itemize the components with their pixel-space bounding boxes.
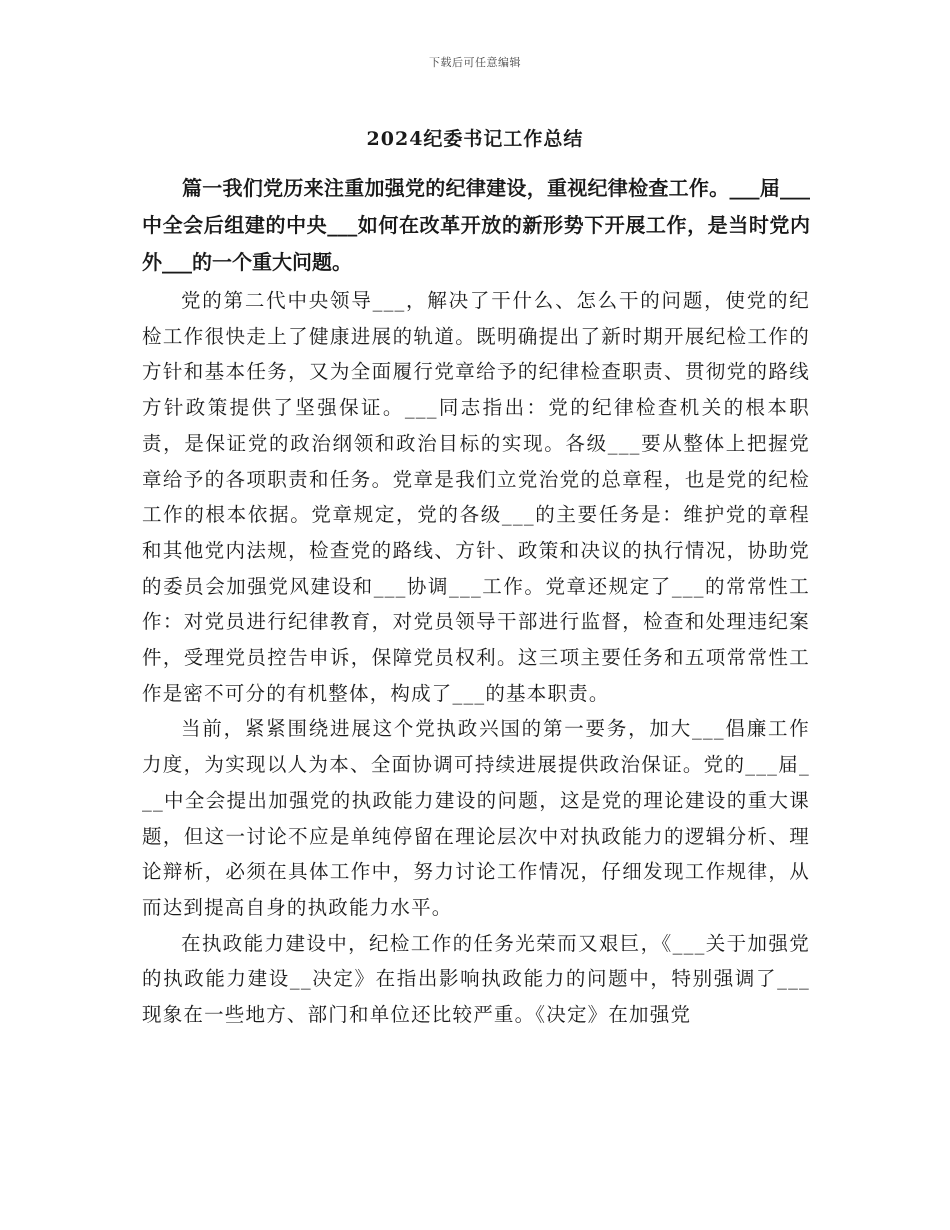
- lead-paragraph: 篇一我们党历来注重加强党的纪律建设，重视纪律检查工作。___届___中全会后组建的中央___如何在改革开放的新形势下开展工作，是当时党内外___的一个重大问题。: [142, 176, 810, 274]
- body-paragraph-3: 在执政能力建设中，纪检工作的任务光荣而又艰巨，《___关于加强党的执政能力建设__决定》在指出影响执政能力的问题中，特别强调了___现象在一些地方、部门和单位还比较严重。《决定》在加强党: [142, 931, 810, 1027]
- document-title: 2024纪委书记工作总结: [366, 128, 584, 150]
- body-paragraph-1: 党的第二代中央领导___，解决了干什么、怎么干的问题，使党的纪检工作很快走上了健康进展的轨道。既明确提出了新时期开展纪检工作的方针和基本任务，又为全面履行党章给予的纪律检查职责、贯彻党的路线方针政策提供了坚强保证。___同志指出：党的纪律检查机关的根本职责，是保证党的政治纲领和政治目标的实现。各级___要从整体上把握党章给予的各项职责和任务。党章是我们立党治党的总章程，也是党的纪检工作的根本依据。党章规定，党的各级___的主要任务是：维护党的章程和其他党内法规，检查党的路线、方针、政策和决议的执行情况，协助党的委员会加强党风建设和___协调___工作。党章还规定了___的常常性工作：对党员进行纪律教育，对党员领导干部进行监督，检查和处理违纪案件，受理党员控告申诉，保障党员权利。这三项主要任务和五项常常性工作是密不可分的有机整体，构成了___的基本职责。: [142, 289, 810, 705]
- document-body: [142, 170, 810, 1033]
- header-note: 下载后可任意编辑: [429, 56, 521, 69]
- body-paragraph-2: 当前，紧紧围绕进展这个党执政兴国的第一要务，加大___倡廉工作力度，为实现以人为本、全面协调可持续进展提供政治保证。党的___届___中全会提出加强党的执政能力建设的问题，这是党的理论建设的重大课题，但这一讨论不应是单纯停留在理论层次中对执政能力的逻辑分析、理论辩析，必须在具体工作中，努力讨论工作情况，仔细发现工作规律，从而达到提高自身的执政能力水平。: [142, 717, 810, 919]
